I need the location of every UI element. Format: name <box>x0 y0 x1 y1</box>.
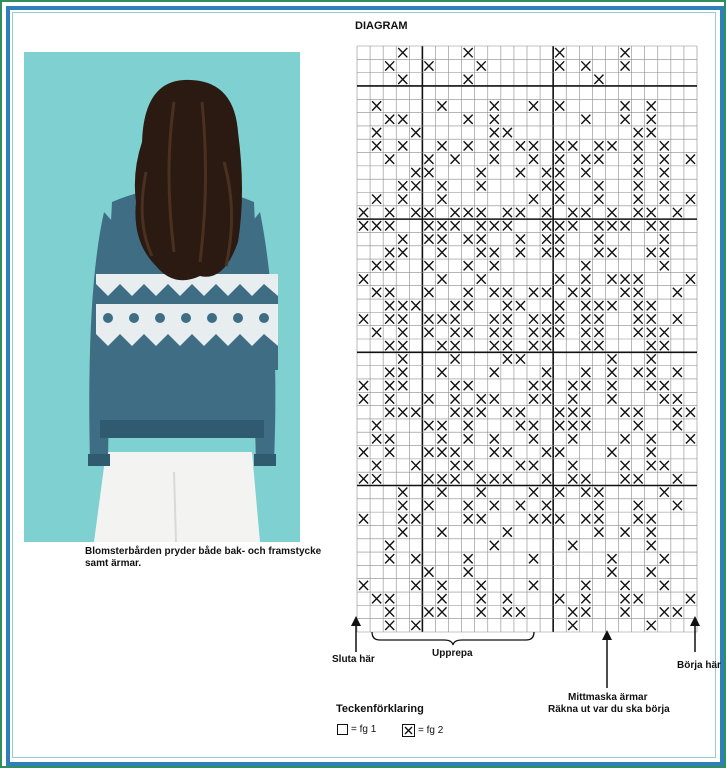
sleeve-center-label: Mittmaska ärmar <box>568 692 648 703</box>
legend-label-fg2: = fg 2 <box>418 725 444 736</box>
photo-caption: Blomsterbården pryder både bak- och framstycke samt ärmar. <box>85 546 322 569</box>
diagram-title: DIAGRAM <box>355 20 408 32</box>
legend-item-fg2 <box>402 724 443 737</box>
sleeve-center-note: Räkna ut var du ska börja <box>548 704 670 715</box>
legend-label-fg1: = fg 1 <box>351 724 377 735</box>
legend-item-fg1 <box>337 724 376 735</box>
legend-empty-box-icon <box>337 724 348 735</box>
repeat-label: Upprepa <box>432 648 473 659</box>
legend-title: Teckenförklaring <box>336 703 424 715</box>
sweater-photo <box>24 52 300 542</box>
legend-cross-box-icon <box>402 724 415 737</box>
end-label: Sluta här <box>332 654 375 665</box>
start-label: Börja här <box>677 660 721 671</box>
sleeve-center-arrow <box>601 630 613 690</box>
start-arrow <box>689 616 701 654</box>
end-arrow <box>350 616 362 654</box>
knitting-chart <box>357 46 697 632</box>
repeat-bracket <box>370 630 536 646</box>
